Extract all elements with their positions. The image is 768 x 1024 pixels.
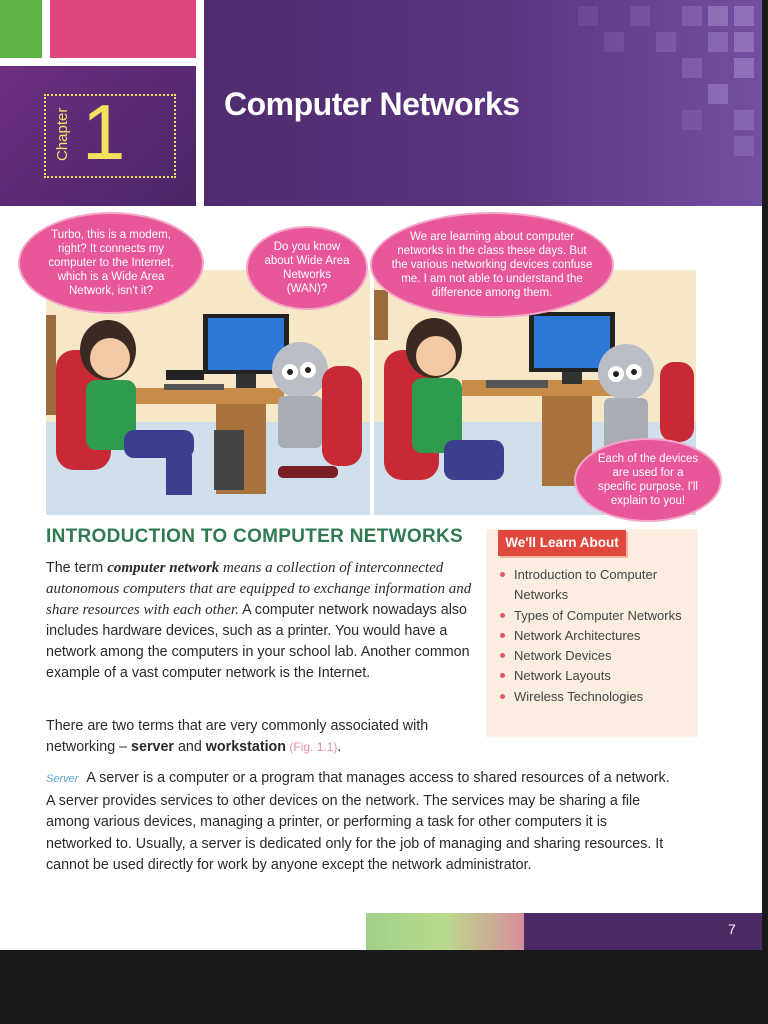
pink-block bbox=[50, 0, 196, 58]
server-margin-label: Server bbox=[46, 773, 79, 785]
chapter-label: Chapter bbox=[54, 107, 71, 161]
speech-bubble-learning: We are learning about computer networks in the class these days. But the various networking devices confuse me. I am not able to understand the difference among them. bbox=[370, 212, 614, 318]
list-item: Network Layouts bbox=[498, 666, 698, 686]
chapter-number: 1 bbox=[82, 88, 126, 176]
list-item: Network Architectures bbox=[498, 626, 698, 646]
speech-bubble-explain: Each of the devices are used for a specific purpose. I'll explain to you! bbox=[574, 438, 722, 522]
section-heading: INTRODUCTION TO COMPUTER NETWORKS bbox=[46, 526, 463, 547]
learn-about-tag: We'll Learn About bbox=[498, 530, 626, 556]
footer-bar bbox=[524, 913, 762, 950]
learn-about-list bbox=[498, 565, 698, 707]
page-number: 7 bbox=[728, 921, 736, 937]
page-title: Computer Networks bbox=[224, 86, 520, 122]
figure-reference[interactable]: (Fig. 1.1) bbox=[286, 740, 338, 754]
server-paragraph: Server A server is a computer or a program that manages access to shared resources of a network. A server provides services to other devices on the network. The services may be sharing a file among various devices, managing a printer, or performing a task for other computers it is networked to. Usually, a server is dedicated only for the job of managing and sharing resources. It cannot be used directly for work by anyone except the network administrator. bbox=[46, 770, 670, 873]
speech-bubble-modem: Turbo, this is a modem, right? It connects my computer to the Internet, which is a Wide Area Network, isn't it? bbox=[18, 212, 204, 314]
intro-paragraph: The term computer network means a collection of interconnected autonomous computers that are equipped to exchange information and share resources with each other. A computer network nowadays also includes hardware devices, such as a printer. You would have a network among the computers in your school lab. Another common example of a vast computer network is the Internet. bbox=[46, 560, 472, 681]
terms-paragraph: There are two terms that are very commonly associated with networking – server and workstation (Fig. 1.1). bbox=[46, 718, 429, 755]
green-block bbox=[0, 0, 42, 58]
list-item: Types of Computer Networks bbox=[498, 606, 698, 626]
list-item: Introduction to Computer Networks bbox=[498, 565, 698, 606]
list-item: Network Devices bbox=[498, 646, 698, 666]
speech-bubble-wan: Do you know about Wide Area Networks (WAN)? bbox=[246, 226, 368, 310]
list-item: Wireless Technologies bbox=[498, 687, 698, 707]
scan-bottom-margin bbox=[0, 950, 768, 1024]
